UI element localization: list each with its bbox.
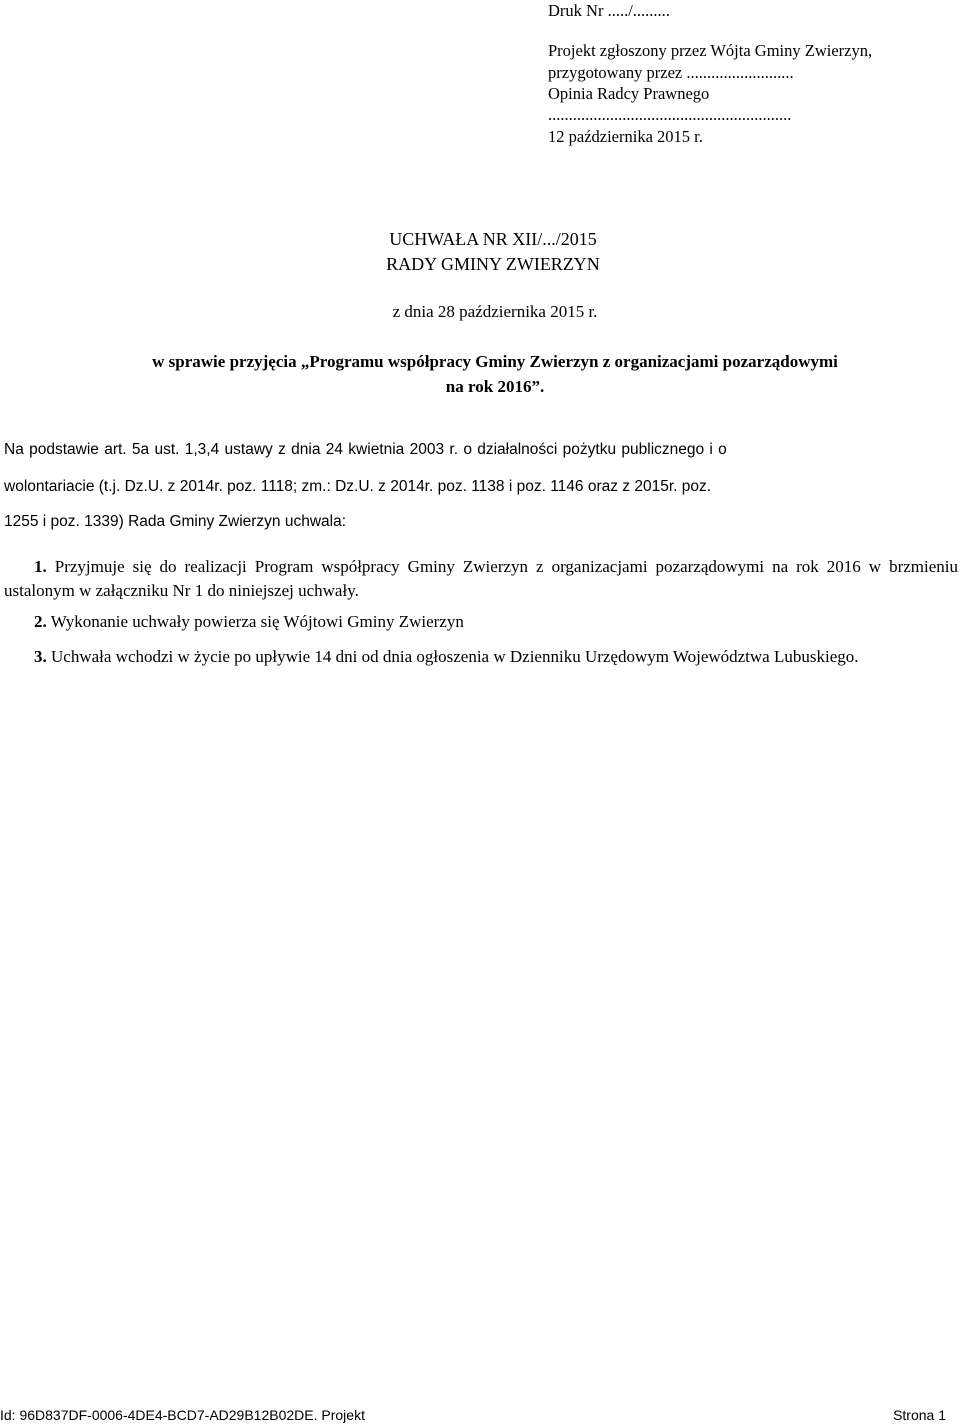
- projekt-line-1: Projekt zgłoszony przez Wójta Gminy Zwierzyn,: [548, 41, 873, 60]
- paragraph-1: [4, 555, 958, 603]
- druk-number: Druk Nr ...../.........: [548, 1, 670, 20]
- page-number: Strona 1: [893, 1407, 946, 1423]
- paragraph-2-number: 2.: [34, 612, 47, 631]
- paragraph-3-number: 3.: [34, 647, 47, 666]
- paragraph-1-text: Przyjmuje się do realizacji Program współpracy Gminy Zwierzyn z organizacjami pozarządowymi na rok 2016 w brzmieniu ustalonym w załączniku Nr 1 do niniejszej uchwały.: [4, 557, 958, 600]
- paragraph-3: [4, 645, 958, 669]
- resolution-title: UCHWAŁA NR XII/.../2015: [389, 229, 597, 249]
- projekt-line-2: przygotowany przez ..........................: [548, 63, 794, 82]
- basis-line-1: Na podstawie art. 5a ust. 1,3,4 ustawy z dnia 24 kwietnia 2003 r. o działalności pożytku publicznego i o: [4, 441, 727, 458]
- paragraph-2: [4, 610, 958, 634]
- paragraph-1-number: 1.: [34, 557, 47, 576]
- header-date: 12 października 2015 r.: [548, 127, 703, 146]
- basis-line-2: wolontariacie (t.j. Dz.U. z 2014r. poz. 1118; zm.: Dz.U. z 2014r. poz. 1138 i poz. 1146 oraz z 2015r. poz.: [4, 478, 712, 495]
- dotted-line: ...........................................................: [548, 105, 792, 124]
- subject-line-1: w sprawie przyjęcia „Programu współpracy Gminy Zwierzyn z organizacjami pozarządowymi: [152, 352, 838, 371]
- subject-line-2: na rok 2016”.: [445, 377, 545, 396]
- council-name: RADY GMINY ZWIERZYN: [386, 254, 600, 274]
- paragraph-2-text: Wykonanie uchwały powierza się Wójtowi Gminy Zwierzyn: [46, 612, 464, 631]
- opinia-label: Opinia Radcy Prawnego: [548, 84, 710, 103]
- document-id: Id: 96D837DF-0006-4DE4-BCD7-AD29B12B02DE. Projekt: [0, 1407, 365, 1423]
- resolution-date: z dnia 28 października 2015 r.: [392, 302, 598, 321]
- basis-line-3: 1255 i poz. 1339) Rada Gminy Zwierzyn uchwala:: [4, 513, 347, 530]
- paragraph-3-text: Uchwała wchodzi w życie po upływie 14 dni od dnia ogłoszenia w Dzienniku Urzędowym Województwa Lubuskiego.: [46, 647, 859, 666]
